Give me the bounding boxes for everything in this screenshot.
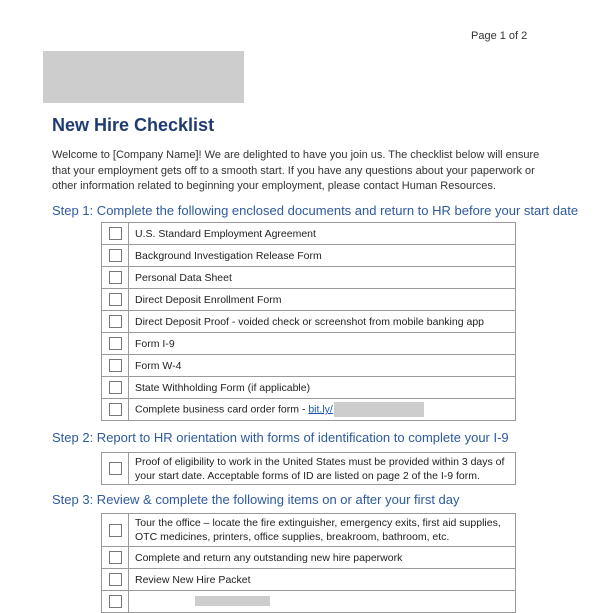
checkbox[interactable] [109, 315, 122, 328]
checkbox[interactable] [109, 249, 122, 262]
checkbox[interactable] [109, 524, 122, 537]
checkbox[interactable] [109, 462, 122, 475]
checklist-row [102, 569, 516, 591]
checklist-row [102, 289, 516, 311]
checkbox[interactable] [109, 227, 122, 240]
checklist-item-label: U.S. Standard Employment Agreement [129, 223, 516, 245]
step2-checklist [101, 452, 516, 485]
step3-heading: Step 3: Review & complete the following items on or after your first day [52, 492, 460, 507]
checklist-item-label: Form W-4 [129, 355, 516, 377]
checklist-item-label: Direct Deposit Proof - voided check or screenshot from mobile banking app [129, 311, 516, 333]
step1-checklist [101, 222, 516, 421]
checklist-row [102, 267, 516, 289]
checklist-row [102, 223, 516, 245]
checklist-row [102, 377, 516, 399]
checklist-row [102, 333, 516, 355]
redacted-url [334, 402, 424, 417]
checklist-item-label [129, 399, 516, 421]
page-number: Page 1 of 2 [471, 30, 528, 42]
checklist-row [102, 355, 516, 377]
checklist-item-label [129, 591, 516, 613]
checkbox[interactable] [109, 573, 122, 586]
checklist-item-label: Direct Deposit Enrollment Form [129, 289, 516, 311]
step1-heading: Step 1: Complete the following enclosed documents and return to HR before your start date [52, 203, 579, 218]
checklist-row [102, 453, 516, 485]
checklist-item-label: State Withholding Form (if applicable) [129, 377, 516, 399]
checklist-item-label: Personal Data Sheet [129, 267, 516, 289]
checklist-row [102, 591, 516, 613]
checklist-item-label: Form I-9 [129, 333, 516, 355]
checklist-item-label: Background Investigation Release Form [129, 245, 516, 267]
checklist-row [102, 311, 516, 333]
step2-heading: Step 2: Report to HR orientation with forms of identification to complete your I-9 [52, 430, 509, 445]
checklist-item-label: Tour the office – locate the fire extinguisher, emergency exits, first aid supplies, OTC medicines, printers, office supplies, breakroom, bathroom, etc. [129, 514, 516, 547]
redacted-logo [43, 51, 244, 103]
checkbox[interactable] [109, 337, 122, 350]
checklist-row [102, 547, 516, 569]
business-card-text: Complete business card order form - [135, 403, 309, 416]
checklist-row [102, 514, 516, 547]
checkbox[interactable] [109, 293, 122, 306]
checkbox[interactable] [109, 551, 122, 564]
checklist-item-label: Proof of eligibility to work in the United States must be provided within 3 days of your start date. Acceptable forms of ID are listed on page 2 of the I-9 form. [129, 453, 516, 485]
checklist-row [102, 399, 516, 421]
checkbox[interactable] [109, 403, 122, 416]
step3-checklist [101, 513, 516, 613]
checklist-item-label: Review New Hire Packet [129, 569, 516, 591]
checkbox[interactable] [109, 595, 122, 608]
checkbox[interactable] [109, 271, 122, 284]
intro-paragraph: Welcome to [Company Name]! We are delighted to have you join us. The checklist below will ensure that your employment gets off to a smooth start. If you have any questions about your paperwork or other information related to beginning your employment, please contact Human Resources. [52, 149, 540, 192]
checkbox[interactable] [109, 359, 122, 372]
checkbox[interactable] [109, 381, 122, 394]
page-title: New Hire Checklist [52, 115, 215, 135]
business-card-link[interactable]: bit.ly/ [308, 403, 333, 416]
redacted-text [195, 596, 270, 606]
checklist-item-label: Complete and return any outstanding new hire paperwork [129, 547, 516, 569]
checklist-row [102, 245, 516, 267]
